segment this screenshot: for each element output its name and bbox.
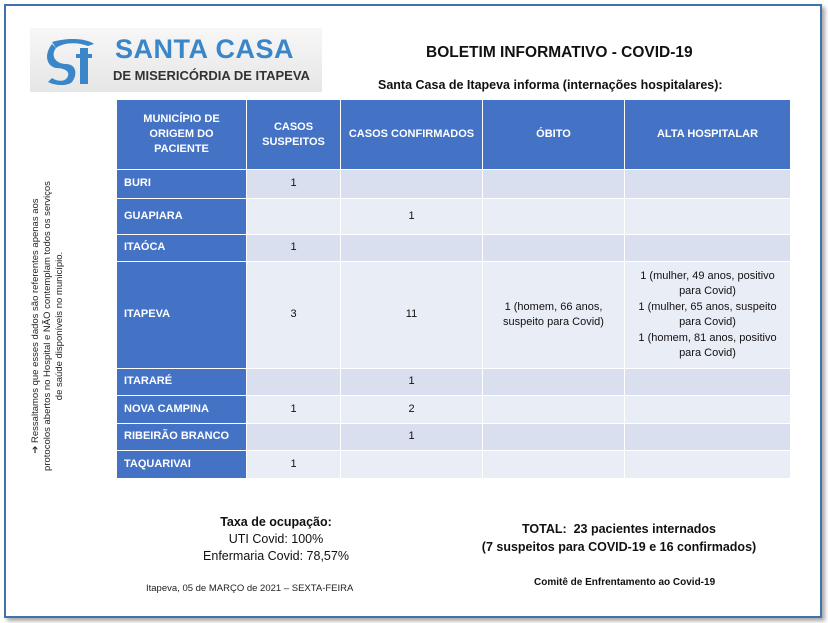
table-row	[117, 199, 791, 235]
row-city: ITAÓCA	[117, 235, 247, 262]
row-confirmed	[341, 451, 483, 479]
santa-casa-logo	[30, 28, 322, 92]
table-row	[117, 424, 791, 451]
table-row	[117, 451, 791, 479]
logo-subtitle: DE MISERICÓRDIA DE ITAPEVA	[113, 68, 310, 83]
row-discharge	[625, 369, 791, 396]
bulletin-title: BOLETIM INFORMATIVO - COVID-19	[426, 44, 693, 61]
occupancy-uti: UTI Covid: 100%	[228, 532, 324, 546]
side-note-text: ➔ Ressaltamos que esses dados são referentes apenas aos protocolos abertos no Hospital e NÃO contemplam todos os serviços de saúde disponíveis no município.	[30, 181, 65, 471]
table-caption: Santa Casa de Itapeva informa (internações hospitalares):	[378, 78, 723, 92]
row-suspected: 1	[247, 451, 341, 479]
header-municipality: MUNICÍPIO DE ORIGEM DO PACIENTE	[117, 100, 247, 170]
side-note	[30, 176, 66, 476]
row-city: RIBEIRÃO BRANCO	[117, 424, 247, 451]
row-death	[483, 396, 625, 424]
table-row	[117, 262, 791, 369]
hospitalization-table	[116, 99, 791, 479]
occupancy-ward: Enfermaria Covid: 78,57%	[203, 549, 349, 563]
row-city: BURI	[117, 170, 247, 199]
occupancy-title: Taxa de ocupação:	[220, 515, 332, 529]
footer-date: Itapeva, 05 de MARÇO de 2021 – SEXTA-FEIRA	[146, 583, 354, 594]
row-death	[483, 199, 625, 235]
row-discharge	[625, 170, 791, 199]
row-city: NOVA CAMPINA	[117, 396, 247, 424]
total-line-1: TOTAL: 23 pacientes internados	[521, 522, 717, 536]
row-death	[483, 424, 625, 451]
table-header-row	[117, 100, 791, 170]
table-row	[117, 369, 791, 396]
row-death	[483, 369, 625, 396]
row-city: ITAPEVA	[117, 262, 247, 369]
row-confirmed	[341, 235, 483, 262]
santa-casa-emblem-icon	[42, 34, 100, 88]
occupancy-block	[156, 514, 396, 565]
logo-name: SANTA CASA	[115, 34, 294, 64]
row-discharge	[625, 451, 791, 479]
table-row	[117, 170, 791, 199]
row-city: ITARARÉ	[117, 369, 247, 396]
table-row	[117, 396, 791, 424]
row-suspected: 1	[247, 396, 341, 424]
row-suspected: 3	[247, 262, 341, 369]
row-suspected: 1	[247, 170, 341, 199]
row-suspected: 1	[247, 235, 341, 262]
row-discharge	[625, 235, 791, 262]
table-row	[117, 235, 791, 262]
row-confirmed	[341, 170, 483, 199]
header-confirmed: CASOS CONFIRMADOS	[341, 100, 483, 170]
row-death	[483, 170, 625, 199]
row-city: GUAPIARA	[117, 199, 247, 235]
row-discharge	[625, 424, 791, 451]
row-death	[483, 235, 625, 262]
row-confirmed: 11	[341, 262, 483, 369]
total-block	[454, 520, 784, 556]
header-suspected: CASOS SUSPEITOS	[247, 100, 341, 170]
row-discharge: 1 (mulher, 49 anos, positivo para Covid) 1 (mulher, 65 anos, suspeito para Covid) 1 (homem, 81 anos, positivo para Covid)	[625, 262, 791, 369]
header-death: ÓBITO	[483, 100, 625, 170]
row-confirmed: 1	[341, 424, 483, 451]
header-discharge: ALTA HOSPITALAR	[625, 100, 791, 170]
row-confirmed: 1	[341, 199, 483, 235]
row-discharge	[625, 396, 791, 424]
row-discharge	[625, 199, 791, 235]
total-line-2: (7 suspeitos para COVID-19 e 16 confirmados)	[481, 540, 757, 554]
footer-committee: Comitê de Enfrentamento ao Covid-19	[534, 577, 716, 588]
row-confirmed: 2	[341, 396, 483, 424]
bulletin-slide	[4, 4, 822, 618]
row-suspected	[247, 199, 341, 235]
row-suspected	[247, 424, 341, 451]
row-confirmed: 1	[341, 369, 483, 396]
row-death: 1 (homem, 66 anos, suspeito para Covid)	[483, 262, 625, 369]
row-death	[483, 451, 625, 479]
row-suspected	[247, 369, 341, 396]
row-city: TAQUARIVAI	[117, 451, 247, 479]
